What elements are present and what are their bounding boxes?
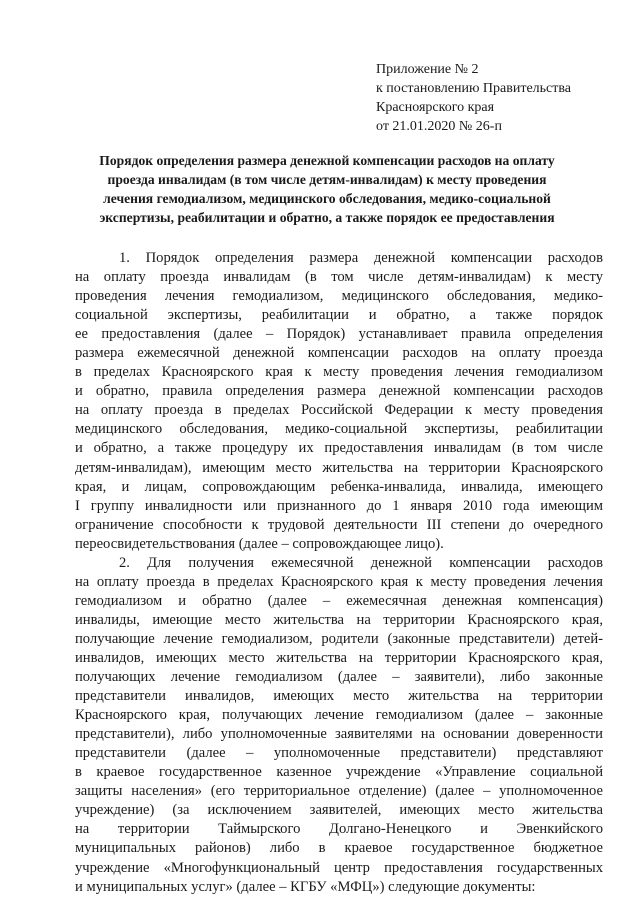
paragraph-line: Красноярского края, получающих лечение гемодиализом (далее – законные xyxy=(75,707,603,724)
title-line: экспертизы, реабилитации и обратно, а также порядок ее предоставления xyxy=(99,210,555,225)
appendix-date-number: от 21.01.2020 № 26-п xyxy=(376,119,502,134)
paragraph-line: переосвидетельствования (далее – сопровождающее лицо). xyxy=(75,535,444,552)
paragraph-line: инвалиды, имеющие место жительства на территории Красноярского края, xyxy=(75,611,603,628)
paragraph-line: края, и лицам, сопровождающим ребенка-инвалида, инвалида, имеющего xyxy=(75,478,603,495)
paragraph-line: и муниципальных услуг» (далее – КГБУ «МФЦ») следующие документы: xyxy=(75,878,536,895)
paragraph-1 xyxy=(75,249,603,554)
paragraph-line: ее предоставления (далее – Порядок) устанавливает правила определения xyxy=(75,326,603,343)
paragraph-line: размера ежемесячной денежной компенсации расходов на оплату проезда xyxy=(75,345,603,362)
paragraph-line: гемодиализом и обратно (далее – ежемесячная денежная компенсация) xyxy=(75,592,603,609)
paragraph-line: 2. Для получения ежемесячной денежной компенсации расходов xyxy=(119,554,603,571)
paragraph-line: социальной экспертизы, реабилитации и обратно, а также порядок xyxy=(75,307,603,324)
paragraph-line: получающие лечение гемодиализом, родители (законные представители) детей- xyxy=(75,630,603,647)
paragraph-line: инвалидов, имеющих место жительства на территории Красноярского края, xyxy=(75,649,603,666)
paragraph-line: I группу инвалидности или признанного до 1 января 2010 года имеющим xyxy=(75,497,603,514)
title-line: лечения гемодиализом, медицинского обследования, медико-социальной xyxy=(103,191,551,206)
paragraph-line: получающих лечение гемодиализом (далее – заявители), либо законные xyxy=(75,669,603,686)
title-line: проезда инвалидам (в том числе детям-инвалидам) к месту проведения xyxy=(107,172,547,187)
appendix-header xyxy=(376,60,616,136)
document-body xyxy=(75,249,603,897)
paragraph-line: 1. Порядок определения размера денежной компенсации расходов xyxy=(119,250,603,266)
paragraph-line: в краевое государственное казенное учреждение «Управление социальной xyxy=(75,764,603,781)
paragraph-line: на территории Таймырского Долгано-Ненецкого и Эвенкийского xyxy=(75,821,603,838)
appendix-number: Приложение № 2 xyxy=(376,62,479,77)
paragraph-line: на оплату проезда в пределах Российской Федерации к месту проведения xyxy=(75,402,603,419)
paragraph-line: детям-инвалидам), имеющим место жительства на территории Красноярского xyxy=(75,459,603,476)
paragraph-2 xyxy=(75,554,603,897)
paragraph-line: проведения лечения гемодиализом, медицинского обследования, медико- xyxy=(75,288,603,305)
document-title xyxy=(74,151,580,227)
paragraph-line: в пределах Красноярского края к месту проведения лечения гемодиализом xyxy=(75,364,603,381)
appendix-region: Красноярского края xyxy=(376,100,495,115)
paragraph-line: представители (далее – уполномоченные представители) представляют xyxy=(75,745,603,762)
title-line: Порядок определения размера денежной компенсации расходов на оплату xyxy=(99,153,555,168)
paragraph-line: защиты населения» (его территориальное отделение) (далее – уполномоченное xyxy=(75,783,603,800)
paragraph-line: представители), либо уполномоченные заявителями на основании доверенности xyxy=(75,726,603,743)
paragraph-line: на оплату проезда в пределах Красноярского края к месту проведения лечения xyxy=(75,573,603,590)
paragraph-line: представители инвалидов, имеющих место жительства на территории xyxy=(75,688,603,705)
paragraph-line: муниципальных районов) либо в краевое государственное бюджетное xyxy=(75,840,603,857)
appendix-decree-ref: к постановлению Правительства xyxy=(376,81,572,96)
paragraph-line: ограничение способности к трудовой деятельности III степени до очередного xyxy=(75,516,603,533)
paragraph-line: учреждение «Многофункциональный центр предоставления государственных xyxy=(75,859,603,876)
paragraph-line: и обратно, правила определения размера денежной компенсации расходов xyxy=(75,383,603,400)
paragraph-line: и обратно, а также процедуру их предоставления инвалидам (в том числе xyxy=(75,440,603,457)
paragraph-line: на оплату проезда инвалидам (в том числе детям-инвалидам) к месту xyxy=(75,269,603,286)
paragraph-line: медицинского обследования, медико-социальной экспертизы, реабилитации xyxy=(75,421,603,438)
paragraph-line: учреждение) (за исключением заявителей, имеющих место жительства xyxy=(75,802,603,819)
